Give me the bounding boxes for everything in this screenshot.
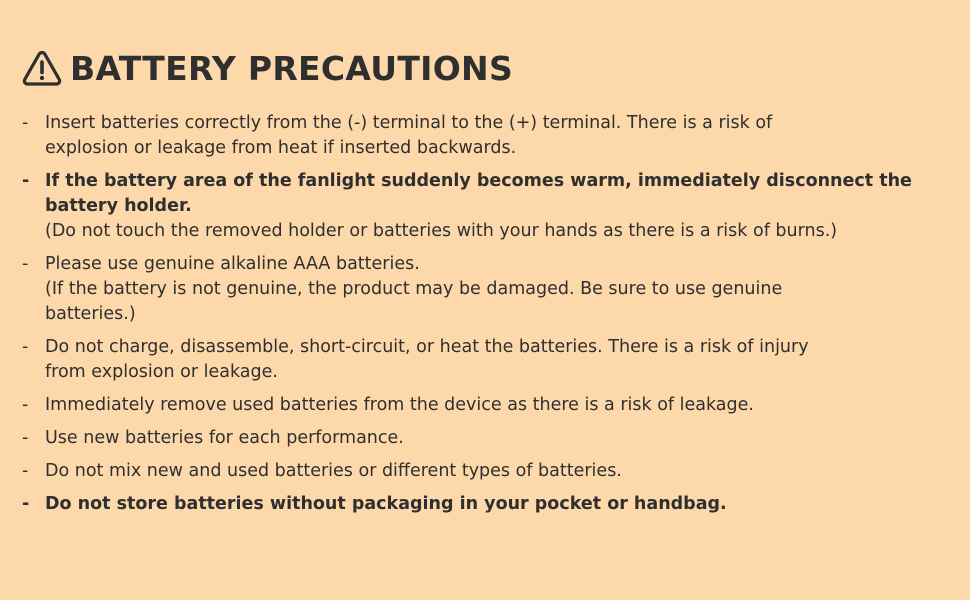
text-line: Use new batteries for each performance.: [45, 428, 404, 448]
bullet-dash: -: [22, 494, 30, 514]
bullet-dash: -: [22, 171, 30, 191]
bullet-dash: -: [22, 428, 29, 448]
list-item-text: [45, 459, 962, 484]
text-line: Do not charge, disassemble, short-circuit, or heat the batteries. There is a risk of injury: [45, 337, 809, 357]
text-line: battery holder.: [45, 196, 192, 216]
text-line: Do not store batteries without packaging in your pocket or handbag.: [45, 494, 727, 514]
list-item-text: [45, 169, 962, 244]
warning-triangle-icon: [22, 48, 62, 88]
precautions-list: [22, 111, 962, 525]
text-line: Insert batteries correctly from the (-) terminal to the (+) terminal. There is a risk of: [45, 113, 773, 133]
bullet-dash: -: [22, 113, 29, 133]
text-line: from explosion or leakage.: [45, 362, 278, 382]
bullet-dash: -: [22, 395, 29, 415]
text-line: Immediately remove used batteries from the device as there is a risk of leakage.: [45, 395, 754, 415]
text-line: (Do not touch the removed holder or batteries with your hands as there is a risk of burns.): [45, 221, 838, 241]
list-item-text: [45, 252, 962, 327]
text-line: explosion or leakage from heat if inserted backwards.: [45, 138, 517, 158]
text-line: (If the battery is not genuine, the product may be damaged. Be sure to use genuine: [45, 279, 783, 299]
text-line: Do not mix new and used batteries or different types of batteries.: [45, 461, 622, 481]
bullet-dash: -: [22, 461, 29, 481]
list-item: [22, 169, 962, 244]
list-item-text: [45, 492, 962, 517]
list-item: [22, 426, 962, 451]
list-item: [22, 252, 962, 327]
list-item-text: [45, 393, 962, 418]
list-item: [22, 393, 962, 418]
list-item: [22, 335, 962, 385]
list-item-text: [45, 111, 962, 161]
bullet-dash: -: [22, 337, 29, 357]
list-item-text: [45, 335, 962, 385]
list-item: [22, 492, 962, 517]
title-row: [22, 44, 513, 92]
bullet-dash: -: [22, 254, 29, 274]
text-line: If the battery area of the fanlight suddenly becomes warm, immediately disconnect the: [45, 171, 912, 191]
list-item: [22, 111, 962, 161]
text-line: batteries.): [45, 304, 136, 324]
list-item-text: [45, 426, 962, 451]
page-title: BATTERY PRECAUTIONS: [70, 48, 514, 88]
text-line: Please use genuine alkaline AAA batteries.: [45, 254, 420, 274]
list-item: [22, 459, 962, 484]
